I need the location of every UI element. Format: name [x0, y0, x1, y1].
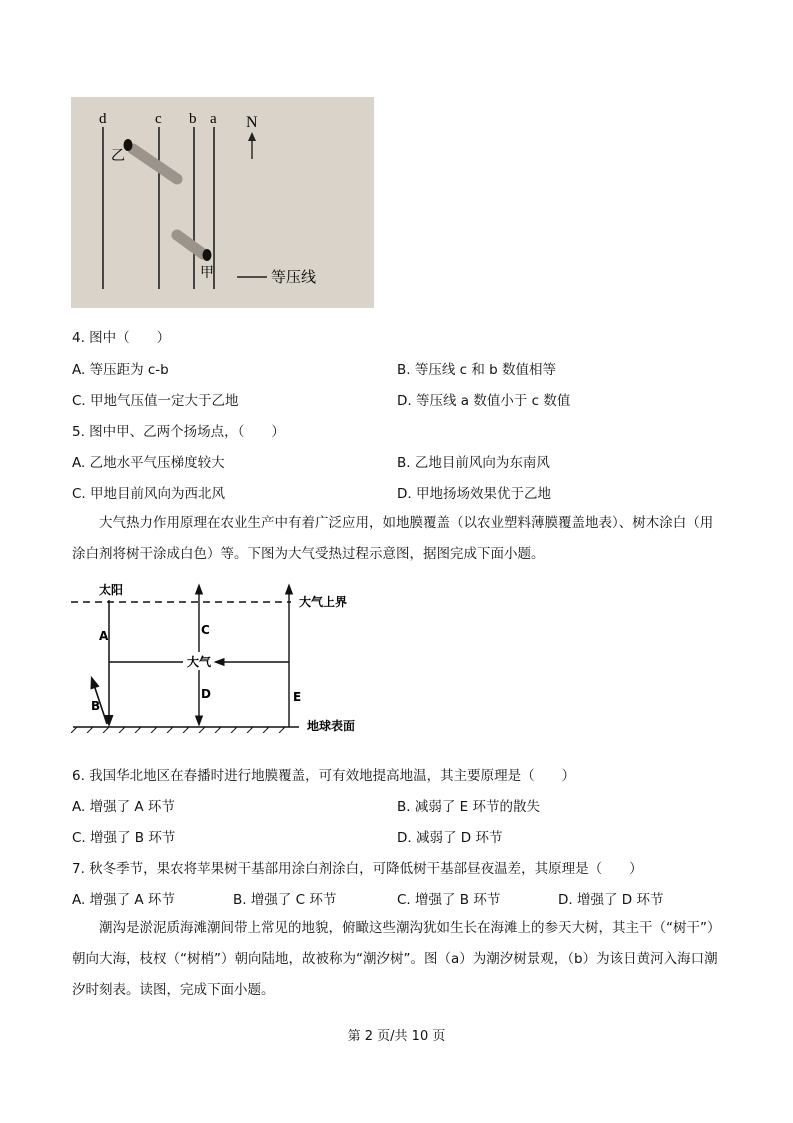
q7-option-d: D. 增强了 D 环节: [558, 892, 664, 908]
arrow-b-label: B: [91, 699, 101, 713]
arrow-c-label: C: [201, 623, 210, 637]
isobar-diagram: [71, 97, 374, 308]
q5-option-d: D. 甲地扬场效果优于乙地: [397, 486, 551, 502]
q5-option-c: C. 甲地目前风向为西北风: [72, 486, 226, 502]
isobar-label-c: c: [155, 111, 162, 127]
page-footer: 第 2 页/共 10 页: [347, 1029, 446, 1044]
sun-label: 太阳: [99, 583, 124, 597]
q6-stem: 6. 我国华北地区在春播时进行地膜覆盖，可有效地提高地温，其主要原理是（ ）: [72, 768, 576, 784]
q6-option-c: C. 增强了 B 环节: [72, 830, 176, 846]
atmosphere-label: 大气: [187, 655, 212, 669]
intro-paragraph-q6-q7: 大气热力作用原理在农业生产中有着广泛应用，如地膜覆盖（以农业塑料薄膜覆盖地表）、树木涂白（用涂白剂将树干涂成白色）等。下图为大气受热过程示意图，据图完成下面小题。: [72, 515, 714, 562]
q4-stem: 4. 图中（ ）: [72, 330, 171, 346]
q7-stem: 7. 秋冬季节，果农将苹果树干基部用涂白剂涂白，可降低树干基部昼夜温差，其原理是（ ）: [72, 861, 643, 877]
q7-option-b: B. 增强了 C 环节: [233, 892, 337, 908]
q6-option-b: B. 减弱了 E 环节的散失: [397, 799, 540, 815]
q5-option-a: A. 乙地水平气压梯度较大: [72, 455, 225, 471]
isobar-label-a: a: [210, 111, 217, 127]
north-label: N: [246, 114, 258, 131]
atmosphere-top-label: 大气上界: [299, 595, 348, 609]
intro-paragraph-q8-q9: 潮沟是淤泥质海滩潮间带上常见的地貌，俯瞰这些潮沟犹如生长在海滩上的参天大树，其主干（“树干”）朝向大海，枝杈（“树梢”）朝向陆地，故被称为“潮汐树”。图（a）为潮汐树景观，（b）为该日黄河入海口潮汐时刻表。读图，完成下面小题。: [72, 920, 721, 998]
point-yi-label: 乙: [111, 148, 125, 164]
point-jia-marker: [203, 249, 212, 261]
point-jia-label: 甲: [200, 265, 214, 281]
q4-option-b: B. 等压线 c 和 b 数值相等: [397, 362, 557, 378]
q4-option-a: A. 等压距为 c-b: [72, 362, 169, 378]
isobar-label-d: d: [99, 111, 107, 127]
isobar-figure: [71, 97, 374, 308]
q5-option-b: B. 乙地目前风向为东南风: [397, 455, 550, 471]
q7-option-a: A. 增强了 A 环节: [72, 892, 175, 908]
q4-option-c: C. 甲地气压值一定大于乙地: [72, 393, 239, 409]
arrow-e-label: E: [293, 690, 302, 704]
q6-option-d: D. 减弱了 D 环节: [397, 830, 503, 846]
heating-diagram: [71, 578, 371, 733]
q6-option-a: A. 增强了 A 环节: [72, 799, 175, 815]
q7-option-c: C. 增强了 B 环节: [397, 892, 501, 908]
arrow-a-label: A: [99, 629, 109, 643]
legend-label: 等压线: [271, 268, 317, 286]
isobar-label-b: b: [189, 111, 197, 127]
q5-stem: 5. 图中甲、乙两个扬场点，（ ）: [72, 424, 285, 440]
atmosphere-heating-figure: [71, 578, 371, 733]
ground-label: 地球表面: [307, 719, 356, 733]
arrow-d-label: D: [201, 687, 211, 701]
q4-option-d: D. 等压线 a 数值小于 c 数值: [397, 393, 571, 409]
ground-hatching: [71, 727, 285, 733]
